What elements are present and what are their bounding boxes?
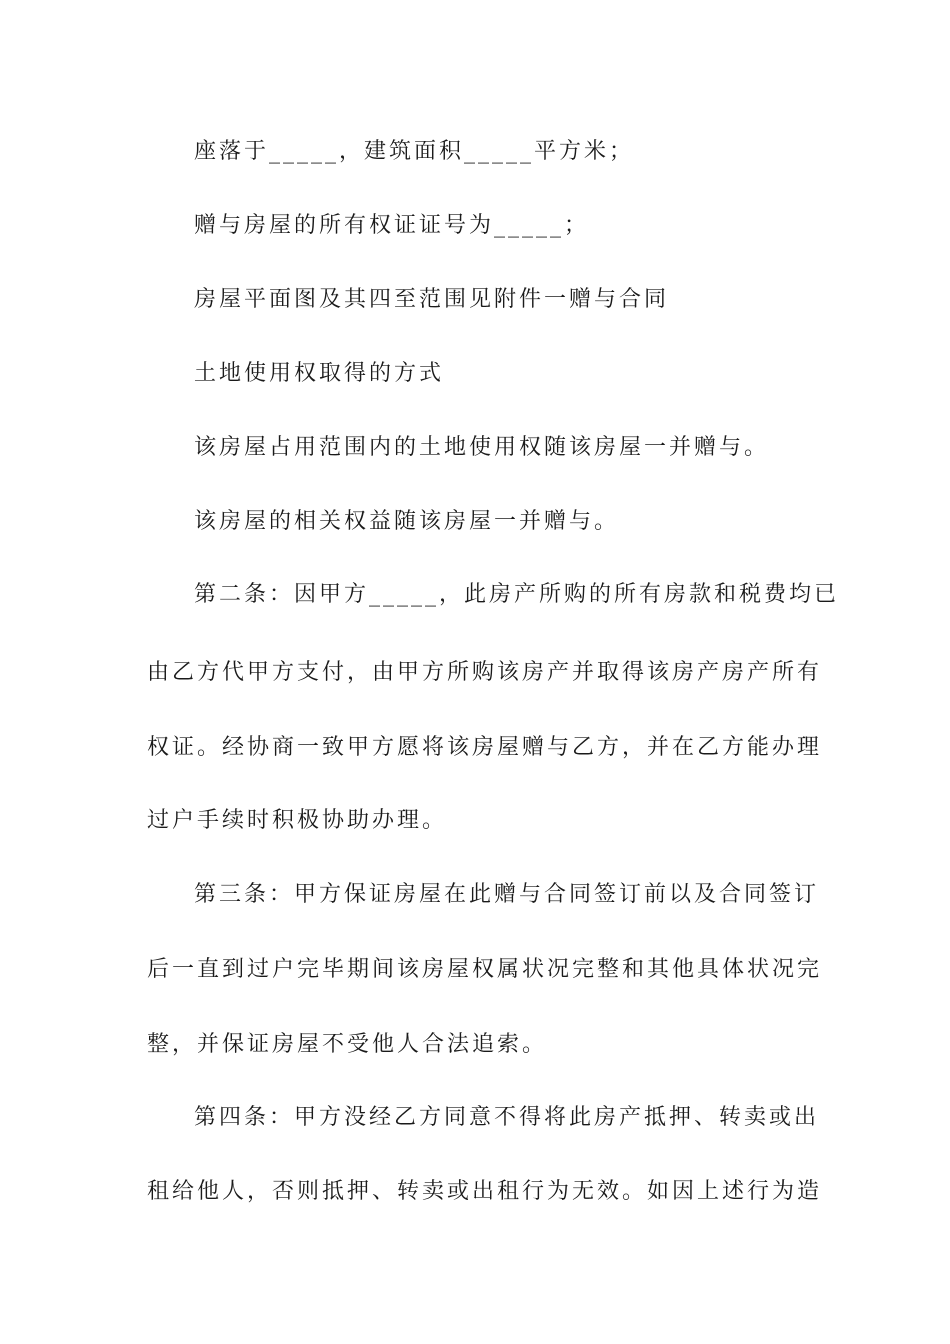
text-line: 座落于_____，建筑面积_____平方米； bbox=[194, 139, 635, 164]
text-line: 房屋平面图及其四至范围见附件一赠与合同 bbox=[194, 287, 670, 312]
text-line: 后一直到过户完毕期间该房屋权属状况完整和其他具体状况完 bbox=[147, 957, 823, 982]
text-line: 租给他人，否则抵押、转卖或出租行为无效。如因上述行为造 bbox=[147, 1179, 823, 1204]
text-line: 过户手续时积极协助办理。 bbox=[147, 808, 448, 833]
text-line: 第二条：因甲方_____，此房产所购的所有房款和税费均已 bbox=[194, 582, 840, 607]
text-line: 整，并保证房屋不受他人合法追索。 bbox=[147, 1032, 548, 1057]
text-line: 第三条：甲方保证房屋在此赠与合同签订前以及合同签订 bbox=[194, 882, 820, 907]
text-line: 该房屋占用范围内的土地使用权随该房屋一并赠与。 bbox=[194, 435, 770, 460]
text-line: 赠与房屋的所有权证证号为_____； bbox=[194, 213, 590, 238]
text-line: 权证。经协商一致甲方愿将该房屋赠与乙方，并在乙方能办理 bbox=[147, 735, 823, 760]
text-line: 该房屋的相关权益随该房屋一并赠与。 bbox=[194, 509, 620, 534]
text-line: 第四条：甲方没经乙方同意不得将此房产抵押、转卖或出 bbox=[194, 1105, 820, 1130]
text-line: 由乙方代甲方支付，由甲方所购该房产并取得该房产房产所有 bbox=[147, 660, 823, 685]
text-line: 土地使用权取得的方式 bbox=[194, 361, 445, 386]
